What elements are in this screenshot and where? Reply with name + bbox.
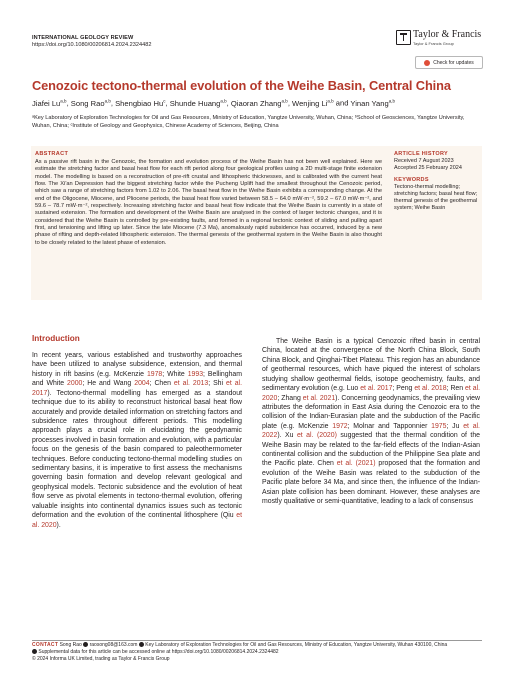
supplemental-line <box>32 649 482 656</box>
author-list: Jiafei Lu$^{a,b}$, Song Rao$^{a,b}$, Shengbiao Hu$^c$, Shunde Huang$^{a,b}$, Qiaoran Zhang$^{a,b}$, Wenjing Li$^{a,b}$ and Yinan Yang$^{a,b}$ <box>32 98 395 108</box>
affiliations: ᵃKey Laboratory of Exploration Technologies for Oil and Gas Resources, Ministry of Education, Yangtze University, Wuhan, China; ᵇSchool of Geosciences, Yangtze University, Wuhan, China; ᶜInstitute of Geology and Geophysics, Chinese Academy of Sciences, Beijing, China <box>32 115 465 130</box>
check-for-updates-label: Check for updates <box>433 59 474 66</box>
contact-affiliation: Key Laboratory of Exploration Technologies for Oil and Gas Resources, Ministry of Education, Yangtze University, Wuhan 430100, China <box>145 642 448 648</box>
publisher-logo[interactable] <box>396 28 480 50</box>
keywords-list: Tectono-thermal modelling; stretching factors; basal heat flow; thermal genesis of the geothermal system; Weihe Basin <box>394 184 478 211</box>
citation-link[interactable]: 1975 <box>431 422 447 430</box>
body-text: ). Tectono-thermal modelling has emerged as a standout technique due to its ability to reconstruct historical basal heat flow accurately and provide detailed information on stretching factors and subsidence rates throughout different periods. This modelling approach plays a crucial role in elucidating the geodynamic processes involved in basin formation and evolution, with a particular focus on the genesis of the basin compared to paleothermometer techniques. Before conducting tectono-thermal modelling studies on sedimentary basins, it is imperative to first assess the mechanisms governing basin formation and develop relevant geological and geophysical models. Tectonic subsidence and the evolution of heat flow serve as pivotal elements in tectono-thermal evolution, offering valuable insights into continental dynamics issues such as tectonic deformation and the evolution of the continental lithosphere (Qiu <box>32 389 242 520</box>
body-text: ; Bellingham and White <box>32 370 242 388</box>
citation-link[interactable]: et al. (2021) <box>336 460 376 468</box>
copyright: © 2024 Informa UK Limited, trading as Taylor & Francis Group <box>32 655 170 662</box>
body-text: ; Ju <box>446 422 464 430</box>
author-affiliation-mark: a,b <box>327 98 334 103</box>
body-text: ; Molnar and Tapponnier <box>347 422 432 430</box>
article-history-heading: ARTICLE HISTORY <box>394 151 449 157</box>
abstract-text: As a passive rift basin in the Cenozoic, the formation and evolution process of the Weihe Basin has not been well explained. Here we estimate the stretching factor and basal heat flow for each rift period along four geological profiles using a 2D multi-stage finite extension model. The modelling is based on a reconstruction of pre-rift crustal and lithospheric thicknesses, and is calibrated with the current heat flow. The Xi'an Depression had the biggest stretching factor while the Pucheng Uplift had the smallest throughout the Cenozoic period, which saw a range of stretching factors from 1.02 to 2.06. The basal heat flow in the Weihe Basin exhibits a corresponding change. At the end of the Oligocene, Miocene, and Pliocene periods, the basal heat flow varied between 58.5 – 64.0 mW·m⁻², 59.2 – 67.0 mW·m⁻², and 59.6 – 78.7 mW·m⁻², respectively. Increasing stretching factor and basal heat flow indicate that the Weihe Basin is currently in a state of sustained extension. The formation and development of the Weihe Basin are analysed in the context of larger tectonic changes, and it is considered that the Weihe Basin is controlled by pre-existing faults, and formed in a regional tectonic context of sliding and pulling apart first, and tensioning and lifting up later. Since the late Miocene (7.3 Ma), anomalously rapid subsidence has occurred, induced by a new phase of rifting and depth-related lithospheric extension. The thermal genesis of the geothermal system in the Weihe Basin is also thought to be closely related to the latest phase of extension. <box>35 158 382 246</box>
accepted-date: Accepted 25 February 2024 <box>394 165 462 171</box>
contact-label: CONTACT <box>32 642 59 648</box>
body-paragraph <box>32 351 242 530</box>
contact-name: Song Rao <box>59 642 82 648</box>
abstract-heading: ABSTRACT <box>35 151 69 157</box>
citation-link[interactable]: 2004 <box>134 380 150 388</box>
body-text: ; Zhang <box>277 394 303 402</box>
body-text: ; Chen <box>149 380 174 388</box>
body-text: The Weihe Basin is a typical Cenozoic rifted basin in central China, located at the convergence of the North China Block, South China Block, and Qinghai-Tibet Plateau. This region has an abundance of geothermal resources, which have piqued the interest of scholars studying shallow geothermal fields, isotope geochemistry, faults, and sedimentary evolution (e.g. Luo <box>262 338 480 393</box>
body-text: ; He and Wang <box>82 380 135 388</box>
citation-link[interactable]: et al. 2022 <box>262 422 480 440</box>
affiliation-icon <box>139 642 144 647</box>
citation-link[interactable]: et al. (2020) <box>296 432 337 440</box>
contact-email[interactable]: raosong08@163.com <box>89 642 138 648</box>
author-name[interactable]: Yinan Yang$^{a,b}$ <box>350 98 395 108</box>
author-name[interactable]: Shengbiao Hu$^c$ <box>115 98 166 108</box>
received-date: Received 7 August 2023 <box>394 158 454 164</box>
author-name[interactable]: Wenjing Li$^{a,b}$ <box>292 98 334 108</box>
footer-divider <box>32 640 482 641</box>
body-text: ; White <box>162 370 188 378</box>
citation-link[interactable]: et al. 2021 <box>302 394 336 402</box>
crossmark-icon <box>424 60 430 66</box>
citation-link[interactable]: et al. 2020 <box>32 512 242 529</box>
publisher-logo-icon <box>396 30 411 45</box>
body-paragraph <box>262 337 480 507</box>
citation-link[interactable]: 1993 <box>187 370 204 378</box>
body-text: ). <box>56 521 61 529</box>
publisher-sub: Taylor & Francis Group <box>413 41 454 46</box>
author-name[interactable]: Song Rao$^{a,b}$ <box>70 98 111 108</box>
author-name[interactable]: Jiafei Lu$^{a,b}$ <box>32 98 67 108</box>
abstract <box>35 151 382 247</box>
body-text: ; Peng <box>392 385 415 393</box>
supplemental-icon <box>32 649 37 654</box>
author-affiliation-mark: a,b <box>388 98 395 103</box>
keywords-heading: KEYWORDS <box>394 177 429 183</box>
citation-link[interactable]: 2000 <box>67 380 83 388</box>
citation-link[interactable]: et al. 2017 <box>360 385 393 393</box>
author-affiliation-mark: a,b <box>281 98 288 103</box>
author-affiliation-mark: a,b <box>104 98 111 103</box>
journal-name: INTERNATIONAL GEOLOGY REVIEW <box>32 35 134 41</box>
body-column-left <box>32 351 242 530</box>
introduction-heading: Introduction <box>32 334 80 343</box>
citation-link[interactable]: et al. 2020 <box>262 385 481 402</box>
footer <box>32 642 482 662</box>
author-affiliation-mark: a,b <box>220 98 227 103</box>
citation-link[interactable]: 1972 <box>332 422 348 430</box>
body-text: ; Shi <box>208 380 227 388</box>
article-title: Cenozoic tectono-thermal evolution of the Weihe Basin, Central China <box>32 78 451 93</box>
supplemental-text[interactable]: Supplemental data for this article can be accessed online at https://doi.org/10.1080/00206814.2024.2324482 <box>38 648 279 655</box>
body-text: ). Xu <box>277 432 297 440</box>
author-affiliation-mark: c <box>163 98 166 103</box>
author-affiliation-mark: a,b <box>60 98 67 103</box>
author-name[interactable]: Qiaoran Zhang$^{a,b}$ <box>230 98 288 108</box>
check-for-updates-button[interactable] <box>415 56 483 69</box>
body-text: In recent years, various established and trustworthy approaches have been utilized to analyse subsidence, extension, and thermal history in rift basins (e.g. McKenzie <box>32 352 242 378</box>
citation-link[interactable]: 1978 <box>146 370 163 378</box>
publisher-name: Taylor & Francis <box>413 29 482 40</box>
body-column-right <box>262 337 480 507</box>
body-text: suggested that the thermal condition of the Weihe Basin may be related to the far-field effects of the Indian-Asian continental collision and the subduction of the Philippine Sea plate and the Pacific plate. Chen <box>262 432 480 468</box>
article-doi-link[interactable]: https://doi.org/10.1080/00206814.2024.2324482 <box>32 42 152 48</box>
article-sidebar <box>394 151 478 212</box>
body-text: ; Ren <box>446 385 466 393</box>
citation-link[interactable]: et al. 2017 <box>32 380 243 397</box>
contact-line <box>32 642 482 649</box>
email-icon <box>83 642 88 647</box>
body-text: proposed that the formation and evolution of the Weihe Basin was related to the subduction of the Pacific plate before 34 Ma, and since then, the influence of the Indian-Asian plate collision has been dominant. However, these analyses are mostly qualitative or semi-quantitative, leading to a lack of consensus <box>262 460 480 506</box>
citation-link[interactable]: et al. 2013 <box>173 380 209 388</box>
citation-link[interactable]: et al. 2018 <box>414 385 447 393</box>
body-text: ). Concerning geodynamics, the prevailing view attributes the deformation in East Asia during the Cenozoic era to the collision of the Indian-Eurasian plate and the subduction of the Pacific plate (e.g. McKenzie <box>262 394 480 430</box>
author-name[interactable]: Shunde Huang$^{a,b}$ <box>169 98 227 108</box>
